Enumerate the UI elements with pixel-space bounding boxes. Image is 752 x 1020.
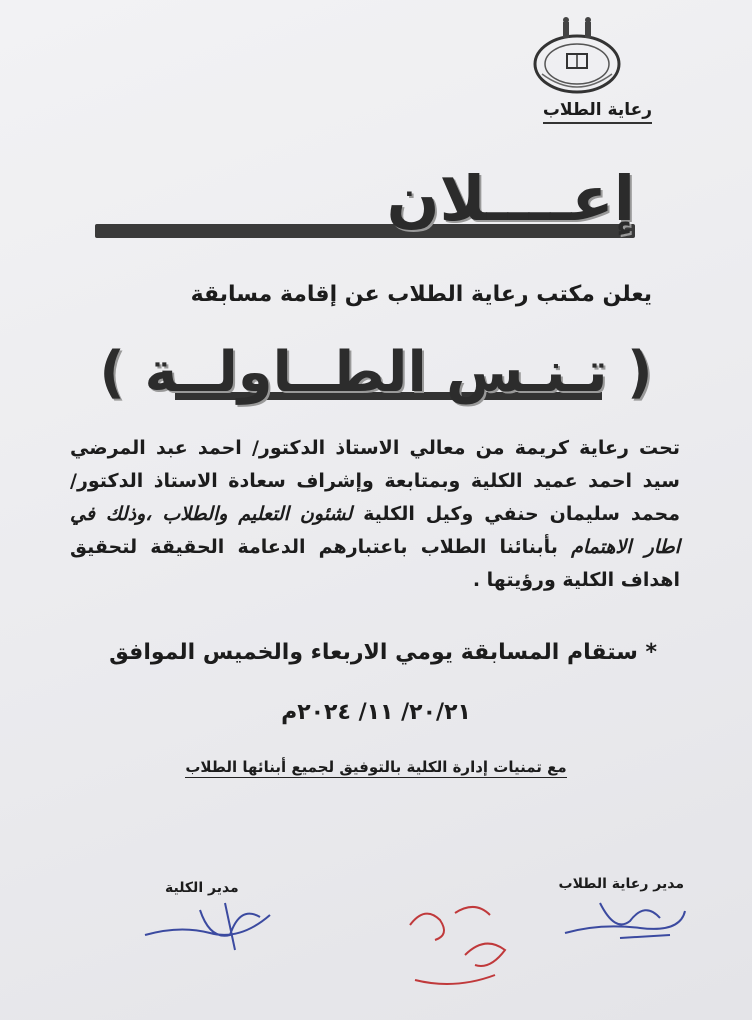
competition-name bbox=[0, 340, 752, 420]
student-affairs-signature bbox=[560, 893, 690, 948]
college-seal-logo bbox=[522, 14, 632, 106]
competition-dates: ٢٠/٢١/ ١١/ ٢٠٢٤م bbox=[281, 700, 471, 725]
wishes-text: مع تمنيات إدارة الكلية بالتوفيق لجميع أبنائها الطلاب bbox=[185, 758, 567, 776]
title-text: إعــــلان bbox=[386, 162, 635, 235]
intro-text: يعلن مكتب رعاية الطلاب عن إقامة مسابقة bbox=[190, 282, 652, 307]
handwritten-signature-red bbox=[395, 895, 525, 995]
body-part-1: تحت رعاية كريمة من معالي الاستاذ الدكتور/ احمد عبد المرضي سيد احمد عميد الكلية وبمتابعة وإشراف سعادة الاستاذ الدكتور/ محمد سليمان حنفي وكيل الكلية bbox=[70, 437, 680, 525]
schedule-note: * ستقام المسابقة يومي الاربعاء والخميس الموافق bbox=[109, 640, 657, 665]
body-part-2: لشئون التعليم والطلاب ،وذلك في اطار الاهتمام bbox=[70, 503, 681, 558]
body-paragraph bbox=[70, 432, 680, 597]
dean-label: مدير الكلية bbox=[165, 880, 239, 896]
closing-wishes bbox=[0, 758, 752, 776]
student-affairs-director-label: مدير رعاية الطلاب bbox=[558, 876, 684, 892]
dean-signature bbox=[140, 895, 290, 955]
competition-text: ( تـنـس الطــاولــة ) bbox=[99, 340, 653, 405]
announcement-title bbox=[95, 162, 635, 248]
department-name: رعاية الطلاب bbox=[543, 100, 652, 124]
body-part-3: بأبنائنا الطلاب باعتبارهم الدعامة الحقيقة لتحقيق اهداف الكلية ورؤيتها . bbox=[70, 536, 680, 591]
